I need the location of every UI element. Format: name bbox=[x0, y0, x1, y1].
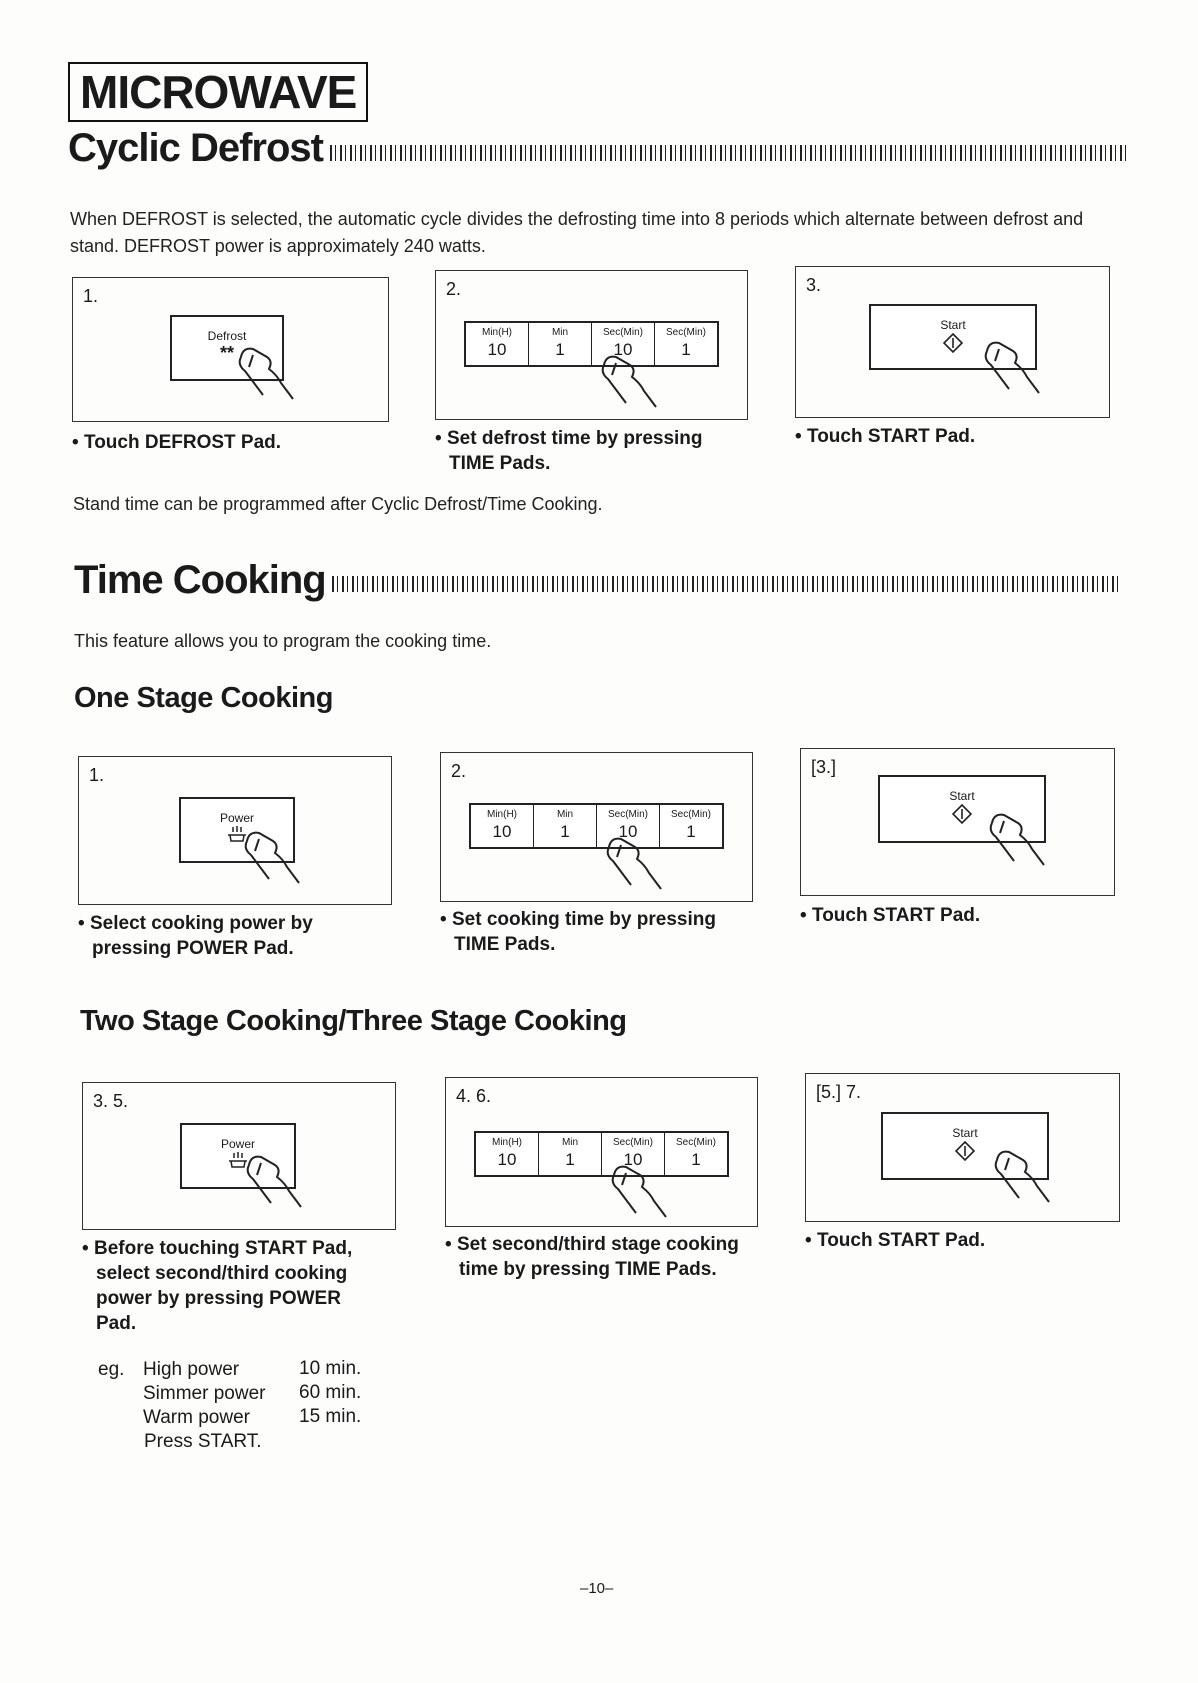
example-time: 60 min. bbox=[299, 1382, 362, 1403]
step-number: [5.] 7. bbox=[816, 1082, 862, 1102]
example-row: High power bbox=[143, 1359, 240, 1380]
time-pads bbox=[469, 803, 724, 849]
defrost-step-3-caption: • Touch START Pad. bbox=[795, 426, 976, 447]
start-diamond-icon bbox=[954, 1140, 976, 1162]
example-time: 10 min. bbox=[299, 1358, 362, 1379]
example-row: Simmer power bbox=[143, 1383, 266, 1404]
stand-time-note: Stand time can be programmed after Cyclic Defrost/Time Cooking. bbox=[73, 494, 603, 514]
defrost-step-1-panel bbox=[72, 277, 389, 422]
time-pad-minutes[interactable]: Min 1 bbox=[529, 323, 592, 365]
step-number: 1. bbox=[83, 286, 99, 306]
pointing-finger-icon bbox=[989, 1146, 1059, 1206]
time-pad-hours[interactable]: Min(H) 10 bbox=[466, 323, 529, 365]
example-final: Press START. bbox=[144, 1431, 262, 1452]
defrost-step-3-panel bbox=[795, 266, 1110, 418]
one-stage-step-1-panel bbox=[78, 756, 392, 905]
defrost-pad-label: Defrost bbox=[207, 329, 247, 343]
pointing-finger-icon bbox=[984, 809, 1054, 869]
defrost-step-1-caption: • Touch DEFROST Pad. bbox=[72, 432, 282, 453]
step-number: 3. bbox=[806, 275, 822, 295]
snowflake-icon: ** bbox=[219, 343, 234, 363]
step-number: 2. bbox=[446, 279, 462, 299]
power-pad-label: Power bbox=[220, 1137, 255, 1151]
pointing-finger-icon bbox=[979, 337, 1049, 397]
page-number: –10– bbox=[580, 1580, 614, 1597]
time-pad-seconds[interactable]: Sec(Min) 1 bbox=[670, 809, 711, 841]
cyclic-intro: When DEFROST is selected, the automatic cycle divides the defrosting time into 8 periods which alternate between defrost and stand. DEFROST power is approximately 240 watts. bbox=[70, 209, 1084, 256]
one-stage-step-2-panel bbox=[440, 752, 753, 902]
time-pad-minutes[interactable]: Min 1 bbox=[539, 1133, 602, 1175]
one-stage-step-3-caption: • Touch START Pad. bbox=[800, 905, 981, 926]
time-cooking-title: Time Cooking bbox=[74, 558, 326, 602]
time-pad-tens-seconds[interactable]: Sec(Min) 10 bbox=[597, 805, 660, 847]
example-row: Warm power bbox=[143, 1407, 250, 1428]
one-stage-title: One Stage Cooking bbox=[74, 682, 333, 714]
brand-heading: MICROWAVE bbox=[68, 62, 368, 122]
pointing-finger-icon bbox=[596, 351, 666, 411]
pointing-finger-icon bbox=[233, 343, 303, 403]
one-stage-step-2-caption: • Set cooking time by pressing TIME Pads. bbox=[440, 909, 716, 955]
pointing-finger-icon bbox=[241, 1151, 311, 1211]
start-pad-label: Start bbox=[940, 318, 966, 332]
time-pad-seconds[interactable]: Sec(Min) 1 bbox=[665, 327, 706, 359]
time-pads bbox=[464, 321, 719, 367]
defrost-step-2-panel bbox=[435, 270, 748, 420]
time-pads bbox=[474, 1131, 729, 1177]
time-pad-seconds[interactable]: Sec(Min) 1 bbox=[675, 1137, 716, 1169]
power-pad-label: Power bbox=[219, 811, 254, 825]
multi-stage-step-2-caption: • Set second/third stage cooking time by pressing TIME Pads. bbox=[445, 1234, 739, 1280]
pointing-finger-icon bbox=[601, 833, 671, 893]
multi-stage-step-1-panel bbox=[82, 1082, 396, 1230]
time-pad-hours[interactable]: Min(H) 10 bbox=[471, 805, 534, 847]
step-number: 2. bbox=[451, 761, 467, 781]
pointing-finger-icon bbox=[239, 827, 309, 887]
defrost-step-2-caption: • Set defrost time by pressing TIME Pads. bbox=[435, 428, 703, 474]
start-diamond-icon bbox=[942, 332, 964, 354]
multi-stage-step-3-panel bbox=[805, 1073, 1120, 1222]
one-stage-step-3-panel bbox=[800, 748, 1115, 896]
example-time: 15 min. bbox=[299, 1406, 362, 1427]
multi-stage-step-2-panel bbox=[445, 1077, 758, 1227]
start-diamond-icon bbox=[951, 803, 973, 825]
start-pad-label: Start bbox=[949, 789, 975, 803]
step-number: 1. bbox=[89, 765, 105, 785]
time-pad-tens-seconds[interactable]: Sec(Min) 10 bbox=[592, 323, 655, 365]
multi-stage-step-1-caption: • Before touching START Pad, select second/third cooking power by pressing POWER Pad. bbox=[82, 1238, 353, 1334]
time-pad-minutes[interactable]: Min 1 bbox=[534, 805, 597, 847]
multi-stage-step-3-caption: • Touch START Pad. bbox=[805, 1230, 986, 1251]
time-pad-tens-seconds[interactable]: Sec(Min) 10 bbox=[602, 1133, 665, 1175]
example-label: eg. bbox=[98, 1359, 125, 1380]
step-number: 3. 5. bbox=[93, 1091, 129, 1111]
start-pad-label: Start bbox=[952, 1126, 978, 1140]
time-cooking-intro: This feature allows you to program the cooking time. bbox=[74, 631, 492, 651]
one-stage-step-1-caption: • Select cooking power by pressing POWER Pad. bbox=[78, 913, 313, 959]
multi-stage-title: Two Stage Cooking/Three Stage Cooking bbox=[80, 1005, 627, 1037]
title-rule bbox=[330, 145, 1130, 161]
step-number: [3.] bbox=[811, 757, 837, 777]
pointing-finger-icon bbox=[606, 1161, 676, 1221]
time-pad-hours[interactable]: Min(H) 10 bbox=[476, 1133, 539, 1175]
step-number: 4. 6. bbox=[456, 1086, 492, 1106]
cyclic-defrost-title: Cyclic Defrost bbox=[68, 126, 323, 170]
title-rule bbox=[332, 576, 1118, 592]
